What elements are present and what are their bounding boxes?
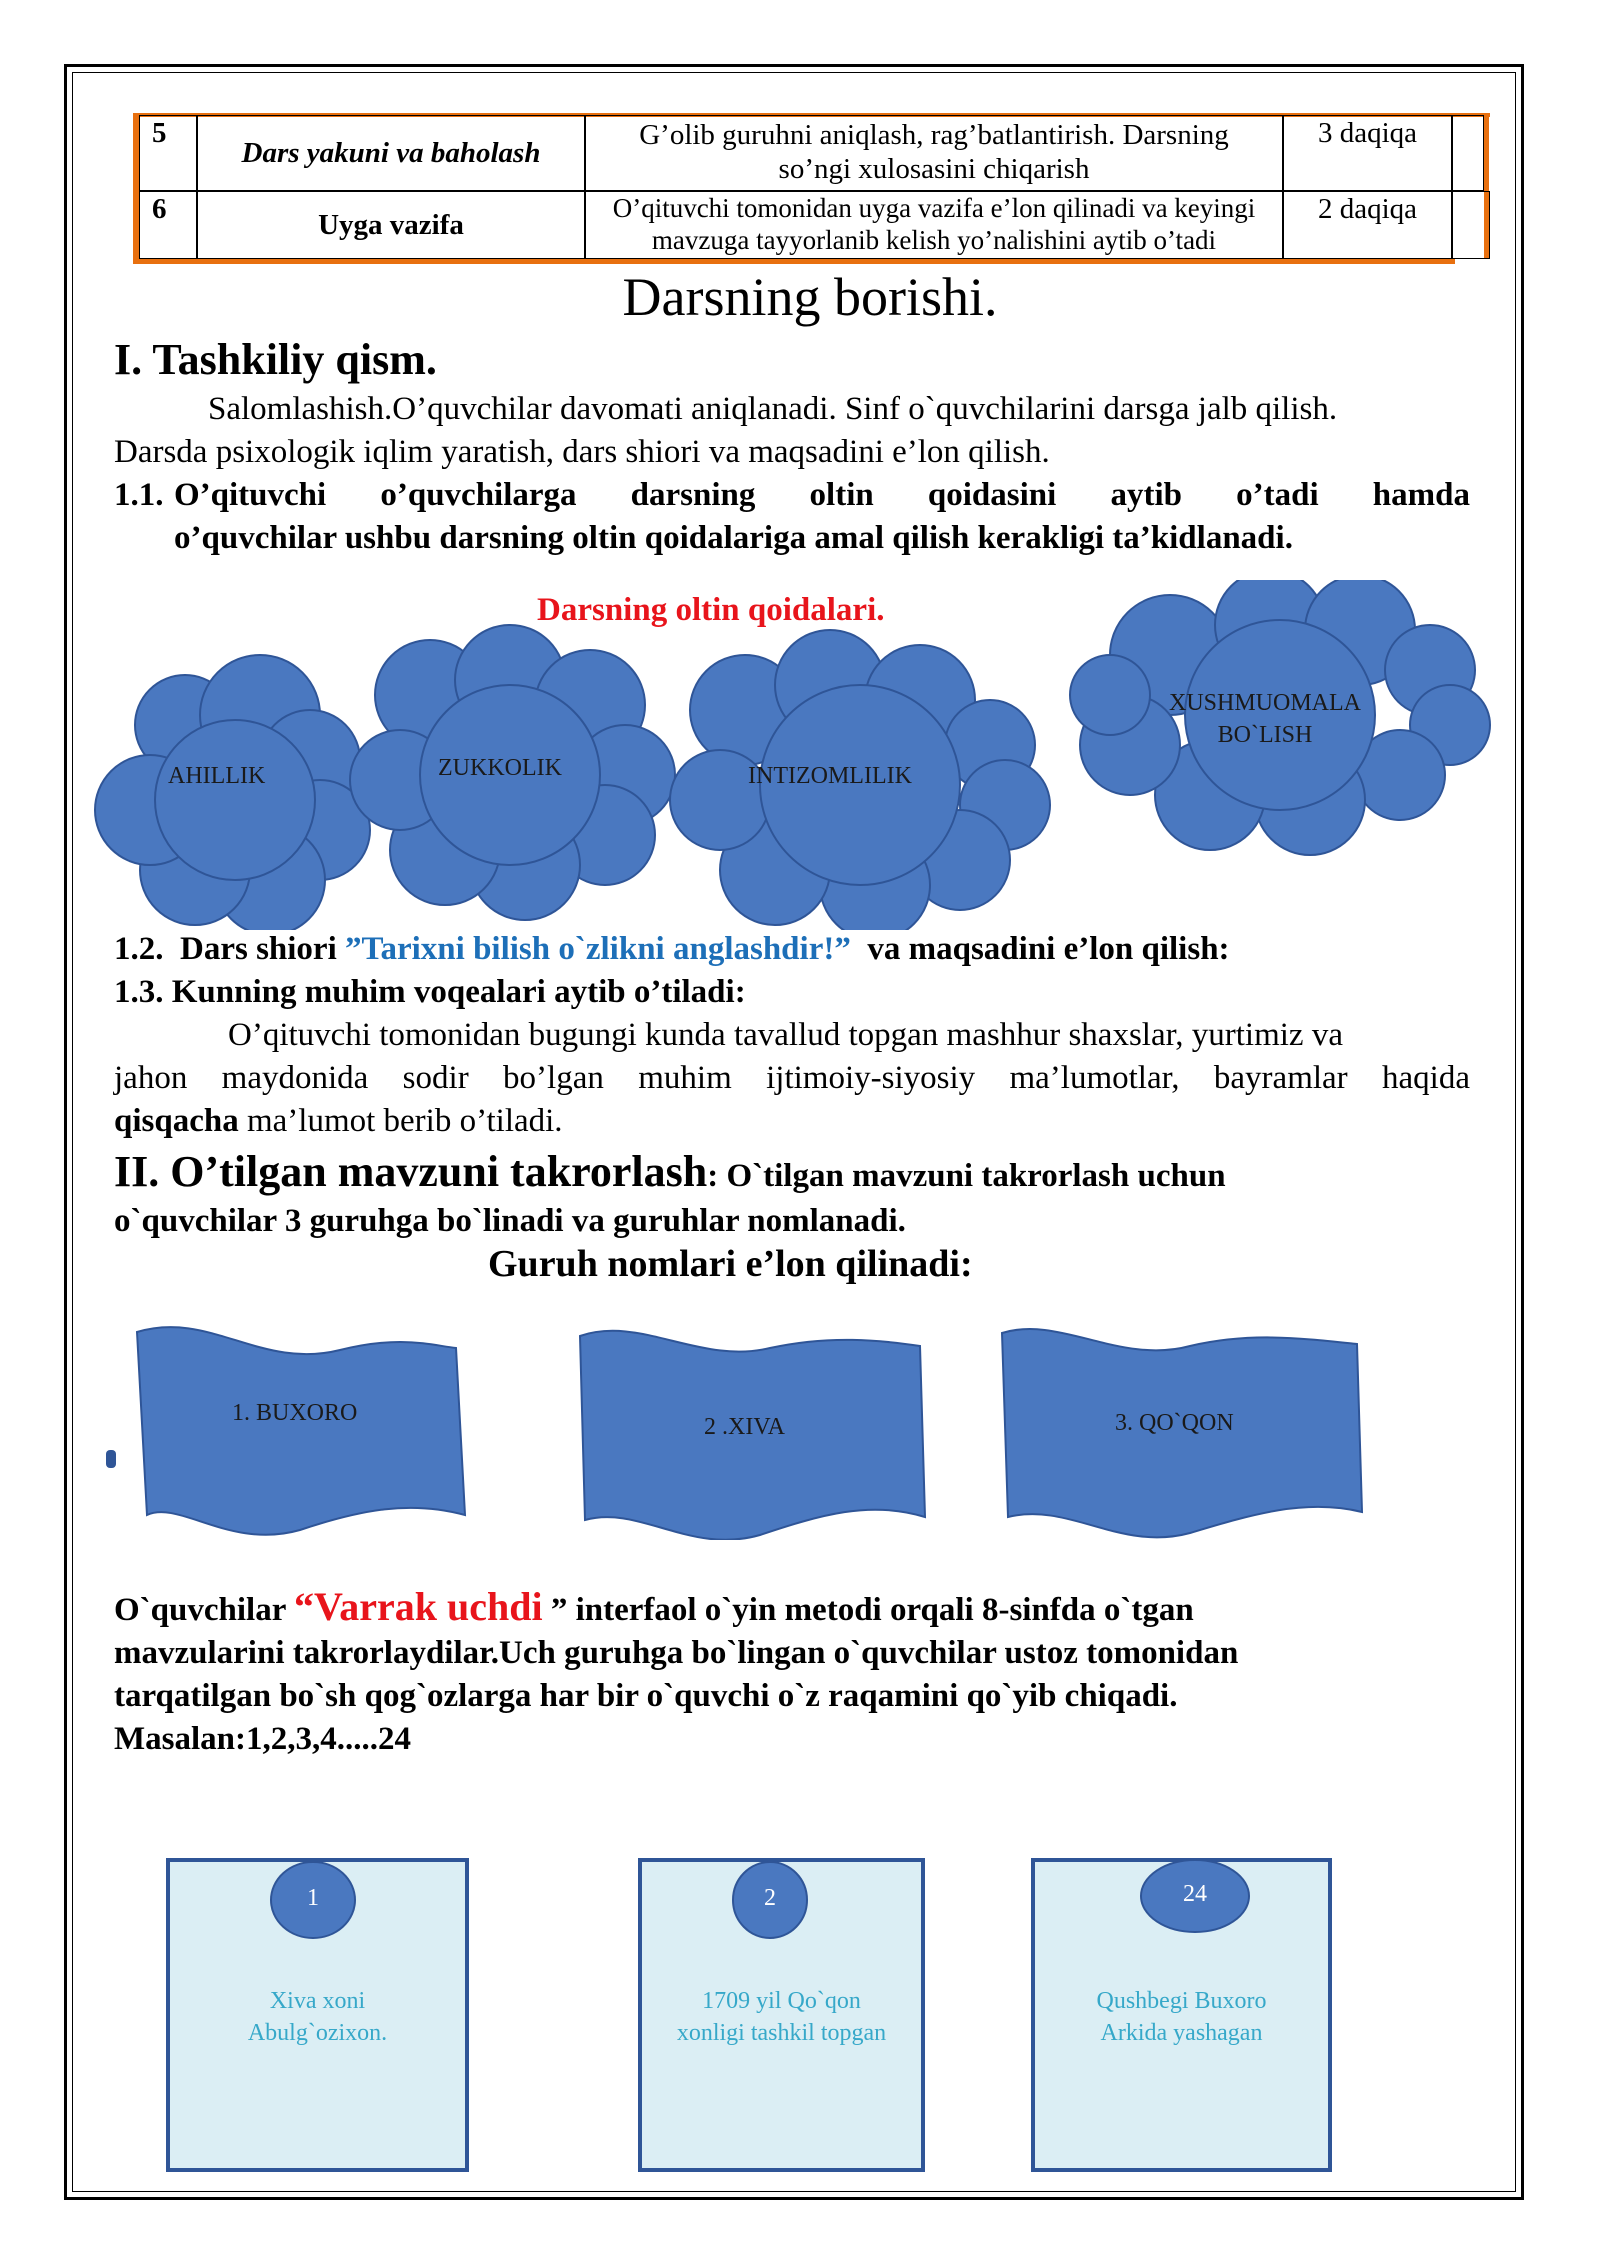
flag-shape [137, 1327, 465, 1535]
item-1-2 [114, 928, 1230, 971]
small-marker [106, 1450, 116, 1468]
flag-label-xiva: 2 .XIVA [704, 1414, 785, 1440]
paragraph-line: jahon maydonida sodir bo’lgan muhim ijtimoiy-siyosiy ma’lumotlar, bayramlar haqida [114, 1060, 1470, 1096]
card-text [640, 1985, 923, 2049]
item-1-2-prefix: 1.2. Dars shiori [114, 931, 345, 967]
golden-rules-clouds [0, 580, 1600, 930]
table-cell-empty [1452, 191, 1490, 259]
game-suffix: ” interfaol o`yin metodi orqali 8-sinfda o`tgan [542, 1592, 1194, 1628]
game-name: “Varrak uchdi [294, 1584, 543, 1629]
table-cell-time: 2 daqiqa [1283, 191, 1452, 259]
item-1-3-text: 1.3. Kunning muhim voqealari aytib o’tiladi [114, 974, 735, 1010]
card-text-line: Xiva xoni [269, 1988, 366, 2014]
table-cell-num: 5 [139, 115, 197, 191]
cloud-label-intizomlilik: INTIZOMLILIK [748, 763, 912, 789]
cloud-label-ahillik: AHILLIK [168, 763, 266, 789]
group-flags [0, 1320, 1600, 1540]
groups-title: Guruh nomlari e’lon qilinadi: [488, 1243, 973, 1285]
table-cell-stage: Dars yakuni va baholash [197, 115, 585, 191]
paragraph-line: Salomlashish.O’quvchilar davomati aniqlanadi. Sinf o`quvchilarini darsga jalb qilish. [208, 391, 1338, 427]
flag-label-qoqon: 3. QO`QON [1115, 1410, 1234, 1436]
table-cell-empty [1452, 115, 1484, 191]
list-item-number: 1.1. [114, 477, 164, 513]
table-cell-stage: Uyga vazifa [197, 191, 585, 259]
list-item-text: o’quvchilar ushbu darsning oltin qoidalariga amal qilish kerakligi ta’kidlanadi. [174, 520, 1293, 556]
table-border-bottom [133, 259, 1455, 264]
table-cell-time: 3 daqiqa [1283, 115, 1452, 191]
card-number: 1 [307, 1885, 319, 1911]
paragraph-line: o`quvchilar 3 guruhga bo`linadi va guruhlar nomlanadi. [114, 1203, 906, 1239]
bold-word: qisqacha [114, 1103, 239, 1139]
card-text-line: Qushbegi Buxoro [1096, 1988, 1267, 2014]
item-1-3-colon: : [734, 974, 746, 1010]
table-cell-num: 6 [139, 191, 197, 259]
paragraph-line: mavzularini takrorlaydilar.Uch guruhga bo`lingan o`quvchilar ustoz tomonidan [114, 1635, 1239, 1671]
paragraph-tail: ma’lumot berib o’tiladi. [238, 1103, 563, 1139]
list-item-text: O’qituvchi o’quvchilarga darsning oltin qoidasini aytib o’tadi hamda [174, 477, 1470, 513]
item-1-3 [114, 971, 746, 1014]
card-text [1033, 1985, 1330, 2049]
item-1-2-suffix: va maqsadini e’lon qilish: [850, 931, 1230, 967]
card-text [168, 1985, 467, 2049]
page-title: Darsning borishi. [622, 267, 998, 327]
rules-title: Darsning oltin qoidalari. [537, 592, 885, 628]
card-text-line: Abulg`ozixon. [247, 2020, 388, 2046]
cloud-shape [1070, 580, 1490, 855]
section-heading: I. Tashkiliy qism. [114, 335, 437, 384]
section-heading: II. O’tilgan mavzuni takrorlash [114, 1147, 708, 1196]
lesson-motto: ”Tarixni bilish o`zlikni anglashdir!” [345, 931, 851, 967]
game-line [114, 1585, 1194, 1632]
card-text-line: Arkida yashagan [1100, 2020, 1263, 2046]
table-cell-content: G’olib guruhni aniqlash, rag’batlantirish. Darsning so’ngi xulosasini chiqarish [585, 115, 1283, 191]
section-heading-tail: : O`tilgan mavzuni takrorlash uchun [707, 1158, 1226, 1194]
card-text-line: 1709 yil Qo`qon [702, 1988, 861, 2014]
game-prefix: O`quvchilar [114, 1592, 295, 1628]
section-2-heading-line [114, 1146, 1226, 1197]
cloud-label-bolish: BO`LISH [1217, 722, 1313, 748]
card-number: 2 [764, 1885, 776, 1911]
paragraph-line: Masalan:1,2,3,4.....24 [114, 1721, 411, 1757]
table-cell-content: O’qituvchi tomonidan uyga vazifa e’lon qilinadi va keyingi mavzuga tayyorlanib kelish yo’nalishini aytib o’tadi [585, 191, 1283, 259]
paragraph-line [114, 1100, 563, 1143]
card-number: 24 [1183, 1881, 1207, 1907]
cloud-label-xushmuomala: XUSHMUOMALA [1168, 690, 1361, 716]
cloud-label-zukkolik: ZUKKOLIK [438, 755, 562, 781]
paragraph-line: tarqatilgan bo`sh qog`ozlarga har bir o`quvchi o`z raqamini qo`yib chiqadi. [114, 1678, 1178, 1714]
card-text-line: xonligi tashkil topgan [676, 2020, 887, 2046]
paragraph-line: Darsda psixologik iqlim yaratish, dars shiori va maqsadini e’lon qilish. [114, 434, 1050, 470]
paragraph-line: O’qituvchi tomonidan bugungi kunda tavallud topgan mashhur shaxslar, yurtimiz va [228, 1017, 1343, 1053]
flag-label-buxoro: 1. BUXORO [232, 1400, 358, 1426]
cloud-shape [95, 655, 370, 930]
